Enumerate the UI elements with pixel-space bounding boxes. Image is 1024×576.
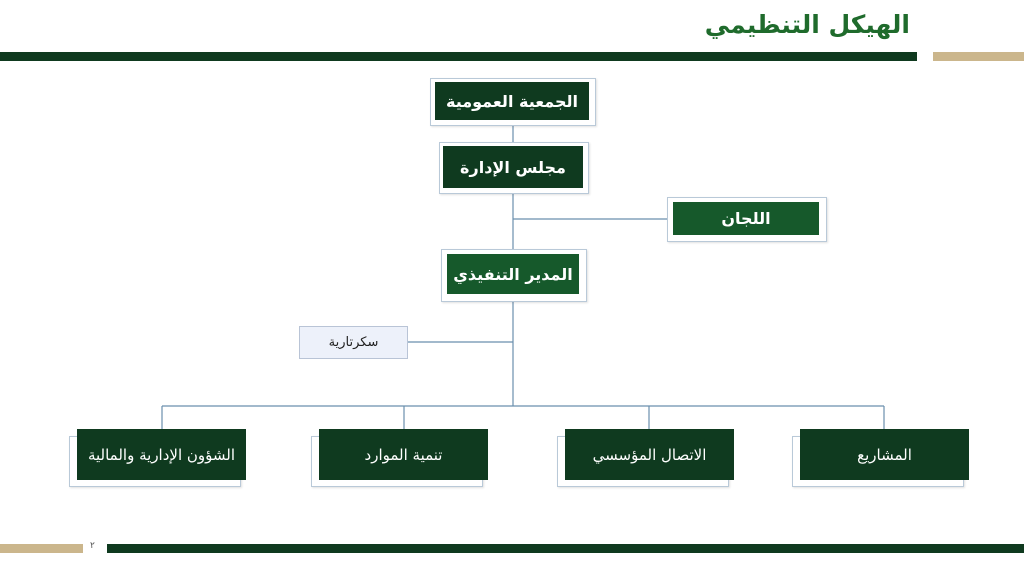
dept-finance-box[interactable] <box>77 429 246 480</box>
footer-bar-gold <box>0 544 83 553</box>
dept-resources-label: تنمية الموارد <box>364 445 443 464</box>
committees-box[interactable] <box>673 202 819 235</box>
page-number: ٢ <box>90 541 95 551</box>
executive-director-box[interactable] <box>447 254 579 294</box>
general-assembly-label: الجمعية العمومية <box>446 91 579 111</box>
dept-resources-box[interactable] <box>319 429 488 480</box>
dept-communication-box[interactable] <box>565 429 734 480</box>
board-box[interactable] <box>443 146 583 188</box>
secretariat-label: سكرتارية <box>328 335 379 350</box>
page-title: الهيكل التنظيمي <box>704 10 910 39</box>
dept-communication-label: الاتصال المؤسسي <box>592 445 707 464</box>
general-assembly-box[interactable] <box>435 82 589 120</box>
board-label: مجلس الإدارة <box>460 157 566 177</box>
executive-director-label: المدير التنفيذي <box>453 264 573 284</box>
dept-projects-label: المشاريع <box>857 445 912 464</box>
dept-finance-label: الشؤون الإدارية والمالية <box>87 445 236 464</box>
secretariat-box[interactable] <box>299 326 408 359</box>
committees-label: اللجان <box>721 209 771 228</box>
footer-bar-dark <box>107 544 1024 553</box>
dept-projects-box[interactable] <box>800 429 969 480</box>
